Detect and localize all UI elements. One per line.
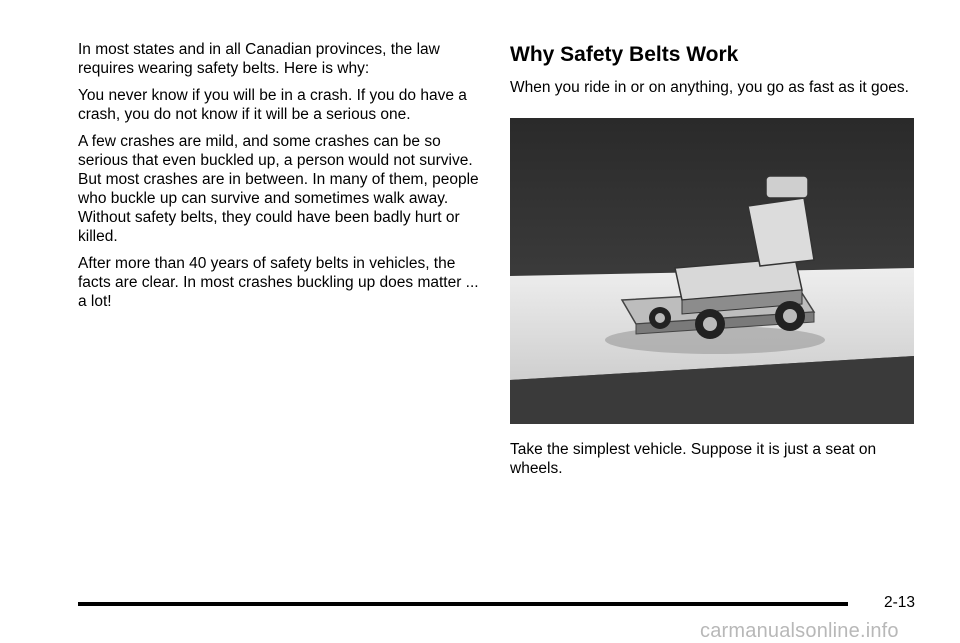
footer-rule: [78, 602, 848, 606]
paragraph-crash-severity: A few crashes are mild, and some crashes can be so serious that even buckled up, a person would not survive. But most crashes are in between. In many of them, people who buckle up can survive and sometimes walk away. Without safety belts, they could have been badly hurt or killed.: [78, 133, 479, 245]
left-column: [78, 40, 488, 319]
right-column: [510, 42, 915, 97]
paragraph-crash-unknown: You never know if you will be in a crash. If you do have a crash, you do not know if it will be a serious one.: [78, 87, 467, 123]
illustration-caption: Take the simplest vehicle. Suppose it is just a seat on wheels.: [510, 441, 877, 477]
seat-on-wheels-illustration: [510, 118, 914, 424]
intro-paragraph: When you ride in or on anything, you go as fast as it goes.: [510, 79, 909, 96]
watermark: carmanualsonline.info: [700, 620, 899, 642]
page-number: 2-13: [884, 594, 916, 611]
paragraph-law: In most states and in all Canadian provinces, the law requires wearing safety belts. Here is why:: [78, 41, 440, 77]
section-heading: Why Safety Belts Work: [510, 43, 739, 66]
paragraph-facts: After more than 40 years of safety belts in vehicles, the facts are clear. In most crashes buckling up does matter ... a lot!: [78, 255, 479, 310]
